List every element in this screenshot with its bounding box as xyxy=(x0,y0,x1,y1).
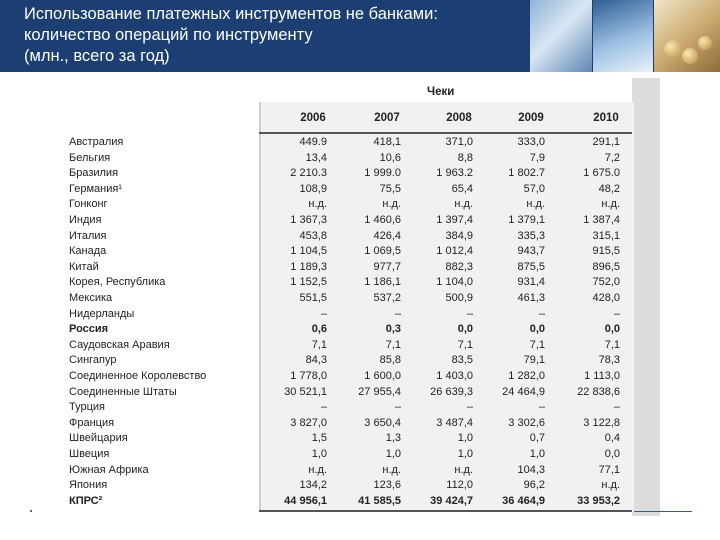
footer-rule xyxy=(634,511,692,512)
row-label: Франция xyxy=(69,416,115,429)
row-label: Индия xyxy=(69,214,102,226)
row-label: Италия xyxy=(69,229,107,242)
table-cell: 30 521,1 xyxy=(284,385,327,398)
table-cell: 44 956,1 xyxy=(284,494,327,507)
table-cell: 291,1 xyxy=(592,136,620,148)
coin-icon xyxy=(698,36,712,50)
table-cell: 7,9 xyxy=(529,151,545,164)
row-label: Южная Африка xyxy=(69,463,149,476)
data-table-sheet: Чеки 2006 2007 2008 2009 2010 Австралия 449.9 418,1 371,0 333,0 291,1 Бельгия 13,4 10,6 8,8 7,9 7,2 Бразилия 2 210.3 1 999.0 1 963.2 1 802.7 1 675.0 Германия¹ 108,9 75,5 65,4 57,0 48,2 Гонконг н.д. н.д. н.д. н.д. н.д. Индия 1 367,3 1 460,6 1 397,4 1 379,1 1 387,4 Италия 453,8 426,4 384,9 335,3 315,1 Канада 1 104,5 1 069,5 1 012,4 943,7 915,5 Китай 1 189,3 977,7 882,3 875,5 896,5 Корея, Республика 1 152,5 1 186,1 1 104,0 931,4 752,0 Мексика 551,5 537,2 500,9 461,3 428,0 Нидерланды – – – – – Россия 0,6 0,3 0,0 0,0 0,0 Саудовская Аравия 7,1 7,1 7,1 7,1 7,1 Сингапур 84,3 85,8 83,5 79,1 78,3 Соединенное Королевство 1 778,0 1 600,0 1 403,0 1 282,0 1 113,0 Соединенные Штаты 30 521,1 27 955,4 26 639,3 24 464,9 22 838,6 Турция – – – – – Франция 3 827,0 3 650,4 3 487,4 3 302,6 3 122,8 Швейцария 1,5 1,3 1,0 0,7 0,4 Швеция 1,0 1,0 1,0 1,0 0,0 Южная Африка н.д. н.д. н.д. 104,3 77,1 Япония 134,2 123,6 112,0 96,2 н.д. КПРС² 44 956,1 41 585,5 39 424,7 36 464,9 33 953,2 xyxy=(59,72,632,516)
table-cell: 1,3 xyxy=(385,432,401,445)
table-cell: 1 403,0 xyxy=(436,370,473,382)
table-cell: 0,0 xyxy=(604,448,620,460)
table-cell: 112,0 xyxy=(446,479,473,492)
table-cell: 24 464,9 xyxy=(502,385,545,398)
table-cell: 752,0 xyxy=(592,276,620,289)
table-cell: 41 585,5 xyxy=(358,494,401,507)
table-cell: 13,4 xyxy=(305,151,327,164)
table-cell: 77,1 xyxy=(598,463,620,476)
row-label: Мексика xyxy=(69,292,113,304)
table-cell: 7,1 xyxy=(457,338,473,351)
slide-title-line-2: количество операций по инструменту xyxy=(24,26,313,44)
table-cell: 1 282,0 xyxy=(508,370,545,382)
table-cell: 79,1 xyxy=(523,354,545,367)
table-cell: 7,1 xyxy=(529,338,545,351)
table-cell: 461,3 xyxy=(517,292,545,304)
table-cell: 500,9 xyxy=(445,292,473,304)
table-cell: 1 999.0 xyxy=(364,167,401,180)
coins-photo xyxy=(654,0,720,72)
row-label: Япония xyxy=(69,479,108,492)
year-header-2007: 2007 xyxy=(374,112,400,124)
row-label: Бельгия xyxy=(69,151,111,164)
table-cell: 48,2 xyxy=(598,182,620,195)
row-label: Сингапур xyxy=(69,354,117,367)
table-cell: – xyxy=(320,307,327,320)
table-cell: н.д. xyxy=(454,463,473,476)
table-cell: 1,0 xyxy=(385,448,401,460)
table-cell: 931,4 xyxy=(517,276,545,289)
row-label: Саудовская Аравия xyxy=(69,338,170,351)
table-cell: 85,8 xyxy=(379,354,401,367)
slide-title-line-1: Использование платежных инструментов не банками: xyxy=(24,5,438,23)
table-cell: 875,5 xyxy=(517,260,545,273)
table-cell: – xyxy=(394,401,401,414)
table-cell: 1,0 xyxy=(529,448,545,460)
year-header-2009: 2009 xyxy=(518,112,544,124)
table-cell: – xyxy=(538,401,545,414)
slide-title-line-3: (млн., всего за год) xyxy=(24,47,170,65)
table-cell: 65,4 xyxy=(451,182,473,195)
table-cell: 2 210.3 xyxy=(290,167,327,180)
table-cell: – xyxy=(613,401,620,414)
calculator-photo xyxy=(530,0,592,72)
table-cell: 1 189,3 xyxy=(290,260,327,273)
year-header-2010: 2010 xyxy=(593,112,619,124)
row-label: Германия¹ xyxy=(69,182,122,195)
table-cell: 27 955,4 xyxy=(358,385,401,398)
table-cell: 335,3 xyxy=(517,229,545,242)
table-cell: 0,6 xyxy=(311,323,327,336)
table-cell: 3 122,8 xyxy=(583,416,620,429)
footer-table-rule xyxy=(259,510,632,512)
table-cell: – xyxy=(320,401,327,414)
table-cell: 10,6 xyxy=(379,151,401,164)
table-cell: 1 387,4 xyxy=(583,214,620,226)
table-cell: – xyxy=(394,307,401,320)
table-cell: 977,7 xyxy=(373,260,401,273)
table-cell: 1 379,1 xyxy=(508,214,545,226)
table-cell: 943,7 xyxy=(517,245,545,258)
header-rule xyxy=(259,132,632,134)
finance-photo xyxy=(593,0,653,72)
table-cell: 1 012,4 xyxy=(436,245,473,258)
row-label: Турция xyxy=(69,401,105,414)
table-cell: 57,0 xyxy=(523,182,545,195)
row-label: Канада xyxy=(69,245,107,258)
table-cell: 7,1 xyxy=(311,338,327,351)
table-cell: 371,0 xyxy=(445,136,473,148)
table-cell: 26 639,3 xyxy=(430,385,473,398)
table-cell: 83,5 xyxy=(451,354,473,367)
table-cell: 426,4 xyxy=(373,229,401,242)
table-cell: 537,2 xyxy=(373,292,401,304)
table-cell: 33 953,2 xyxy=(577,494,620,507)
table-cell: 428,0 xyxy=(592,292,620,304)
table-cell: 104,3 xyxy=(517,463,545,476)
table-cell: 0,4 xyxy=(604,432,620,445)
sheet-shadow xyxy=(632,78,660,516)
table-cell: 0,0 xyxy=(457,323,473,336)
table-cell: н.д. xyxy=(382,198,401,211)
table-cell: 7,2 xyxy=(604,151,620,164)
table-cell: 123,6 xyxy=(373,479,401,492)
table-cell: н.д. xyxy=(382,463,401,476)
table-cell: – xyxy=(613,307,620,320)
table-cell: 453,8 xyxy=(299,229,327,242)
table-cell: 8,8 xyxy=(457,151,473,164)
table-cell: 882,3 xyxy=(445,260,473,273)
table-cell: 0,3 xyxy=(385,323,401,336)
table-cell: 3 302,6 xyxy=(508,416,545,429)
row-label: Россия xyxy=(69,323,109,336)
table-cell: 1 460,6 xyxy=(364,214,401,226)
table-cell: 915,5 xyxy=(592,245,620,258)
table-cell: н.д. xyxy=(454,198,473,211)
slide-title xyxy=(24,4,524,67)
row-label: Соединенное Королевство xyxy=(69,370,207,382)
table-cell: 1 104,0 xyxy=(436,276,473,289)
table-cell: 1,5 xyxy=(311,432,327,445)
table-cell: – xyxy=(466,307,473,320)
table-cell: 1 104,5 xyxy=(290,245,327,258)
table-cell: – xyxy=(466,401,473,414)
table-cell: 315,1 xyxy=(592,229,620,242)
table-cell: 39 424,7 xyxy=(430,494,473,507)
table-cell: 1 675.0 xyxy=(583,167,620,180)
row-label: Нидерланды xyxy=(69,307,135,320)
coin-icon xyxy=(664,40,682,58)
table-cell: 96,2 xyxy=(523,479,545,492)
table-cell: 36 464,9 xyxy=(502,494,545,507)
table-cell: 1,0 xyxy=(311,448,327,460)
table-cell: 1 069,5 xyxy=(364,245,401,258)
table-cell: 1 397,4 xyxy=(436,214,473,226)
table-cell: 134,2 xyxy=(299,479,327,492)
table-cell: 896,5 xyxy=(592,260,620,273)
slide-margin xyxy=(0,72,58,516)
table-cell: 551,5 xyxy=(299,292,327,304)
table-cell: – xyxy=(538,307,545,320)
year-header-2008: 2008 xyxy=(446,112,472,124)
table-cell: 449.9 xyxy=(299,136,327,148)
table-cell: н.д. xyxy=(308,198,327,211)
table-cell: н.д. xyxy=(308,463,327,476)
table-cell: 78,3 xyxy=(598,354,620,367)
table-cell: 1 778,0 xyxy=(290,370,327,382)
table-cell: 384,9 xyxy=(445,229,473,242)
table-cell: 1,0 xyxy=(457,432,473,445)
row-label: Гонконг xyxy=(69,198,108,211)
table-cell: 1,0 xyxy=(457,448,473,460)
table-cell: 1 152,5 xyxy=(290,276,327,289)
row-label: Бразилия xyxy=(69,167,119,180)
row-label: Китай xyxy=(69,260,99,273)
row-label: Соединенные Штаты xyxy=(69,385,177,398)
table-cell: 3 487,4 xyxy=(436,416,473,429)
table-cell: 22 838,6 xyxy=(577,385,620,398)
row-label: Швеция xyxy=(69,448,110,460)
table-cell: 1 600,0 xyxy=(364,370,401,382)
table-cell: н.д. xyxy=(601,198,620,211)
row-label: Корея, Республика xyxy=(69,276,166,289)
table-cell: 3 650,4 xyxy=(364,416,401,429)
table-cell: 1 802.7 xyxy=(508,167,545,180)
row-label: Швейцария xyxy=(69,432,128,445)
table-cell: н.д. xyxy=(601,479,620,492)
table-cell: 84,3 xyxy=(305,354,327,367)
header-photo-strip xyxy=(530,0,720,72)
row-label: КПРС² xyxy=(69,494,103,507)
table-cell: 1 186,1 xyxy=(364,276,401,289)
table-cell: 75,5 xyxy=(379,182,401,195)
table-cell: 418,1 xyxy=(373,136,401,148)
year-header-2006: 2006 xyxy=(300,112,326,124)
table-cell: 333,0 xyxy=(517,136,545,148)
table-cell: 0,0 xyxy=(604,323,620,336)
table-cell: 1 113,0 xyxy=(584,370,620,382)
table-cell: 7,1 xyxy=(604,338,620,351)
table-cell: 0,0 xyxy=(529,323,545,336)
table-cell: 108,9 xyxy=(299,182,327,195)
table-cell: 3 827,0 xyxy=(290,416,327,429)
table-cell: 1 963.2 xyxy=(436,167,473,180)
table-cell: 1 367,3 xyxy=(290,214,327,226)
coin-icon xyxy=(682,48,698,64)
slide-dot xyxy=(30,510,32,512)
row-label: Австралия xyxy=(69,136,124,148)
table-cell: 0,7 xyxy=(529,432,545,445)
table-cell: н.д. xyxy=(526,198,545,211)
table-cell: 7,1 xyxy=(385,338,401,351)
